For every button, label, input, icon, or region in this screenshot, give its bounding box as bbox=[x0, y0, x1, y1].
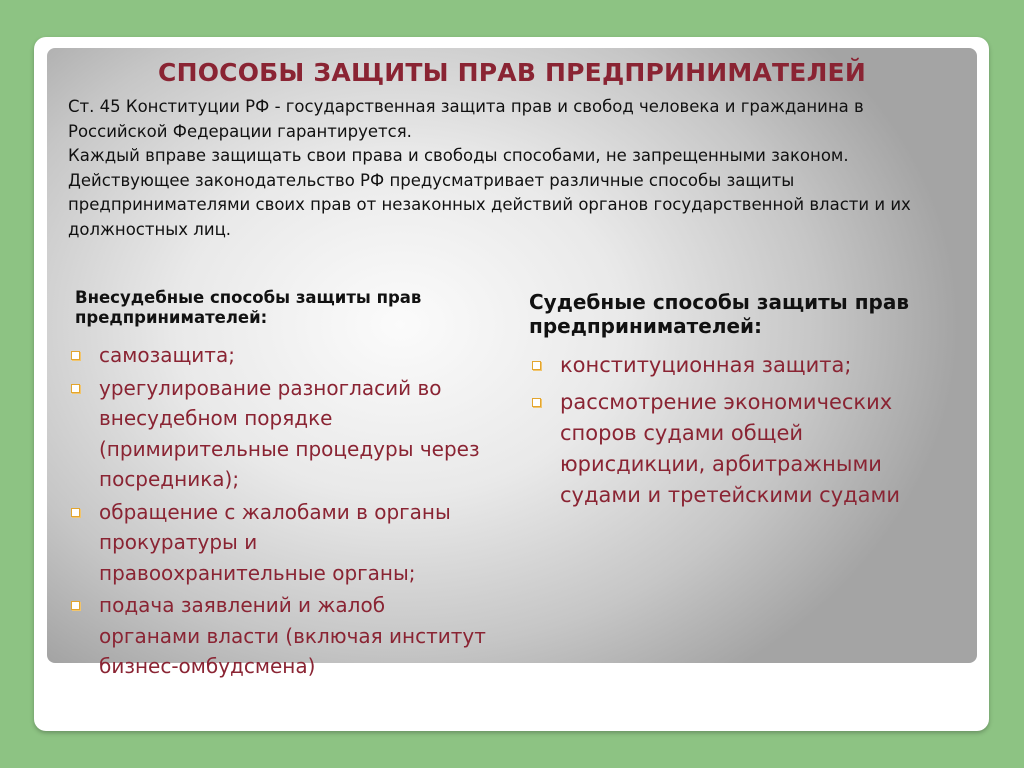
list-item bbox=[68, 497, 488, 589]
out-of-court-list bbox=[68, 340, 488, 684]
list-item bbox=[68, 373, 488, 495]
square-bullet-icon bbox=[71, 351, 80, 360]
intro-text bbox=[68, 95, 948, 242]
slide-title: СПОСОБЫ ЗАЩИТЫ ПРАВ ПРЕДПРИНИМАТЕЛЕЙ bbox=[158, 58, 866, 87]
judicial-list bbox=[529, 350, 949, 517]
list-item bbox=[529, 387, 949, 511]
list-item-text: подача заявлений и жалоб органами власти (включая институт бизнес-омбудсмена) bbox=[99, 593, 486, 678]
square-bullet-icon bbox=[71, 601, 80, 610]
list-item bbox=[68, 590, 488, 682]
square-bullet-icon bbox=[532, 398, 541, 407]
list-item-text: конституционная защита; bbox=[560, 353, 852, 377]
intro-paragraph: Каждый вправе защищать свои права и свободы способами, не запрещенными законом. bbox=[68, 146, 849, 165]
intro-paragraph: Ст. 45 Конституции РФ - государственная защита прав и свобод человека и гражданина в Российской Федерации гарантируется. bbox=[68, 97, 864, 141]
intro-paragraph: Действующее законодательство РФ предусматривает различные способы защиты предпринимателями своих прав от незаконных действий органов государственной власти и их должностных лиц. bbox=[68, 170, 911, 239]
square-bullet-icon bbox=[71, 384, 80, 393]
list-item bbox=[529, 350, 949, 381]
judicial-heading: Судебные способы защиты прав предпринимателей: bbox=[529, 290, 910, 338]
list-item-text: обращение с жалобами в органы прокуратуры и правоохранительные органы; bbox=[99, 499, 451, 585]
square-bullet-icon bbox=[71, 508, 80, 517]
list-item-text: урегулирование разногласий во внесудебном порядке (примирительные процедуры через посредника); bbox=[99, 375, 480, 491]
out-of-court-heading: Внесудебные способы защиты прав предпринимателей: bbox=[75, 288, 422, 327]
square-bullet-icon bbox=[532, 361, 541, 370]
list-item bbox=[68, 340, 488, 371]
list-item-text: самозащита; bbox=[99, 343, 235, 367]
list-item-text: рассмотрение экономических споров судами общей юрисдикции, арбитражными судами и третейскими судами bbox=[560, 390, 901, 507]
